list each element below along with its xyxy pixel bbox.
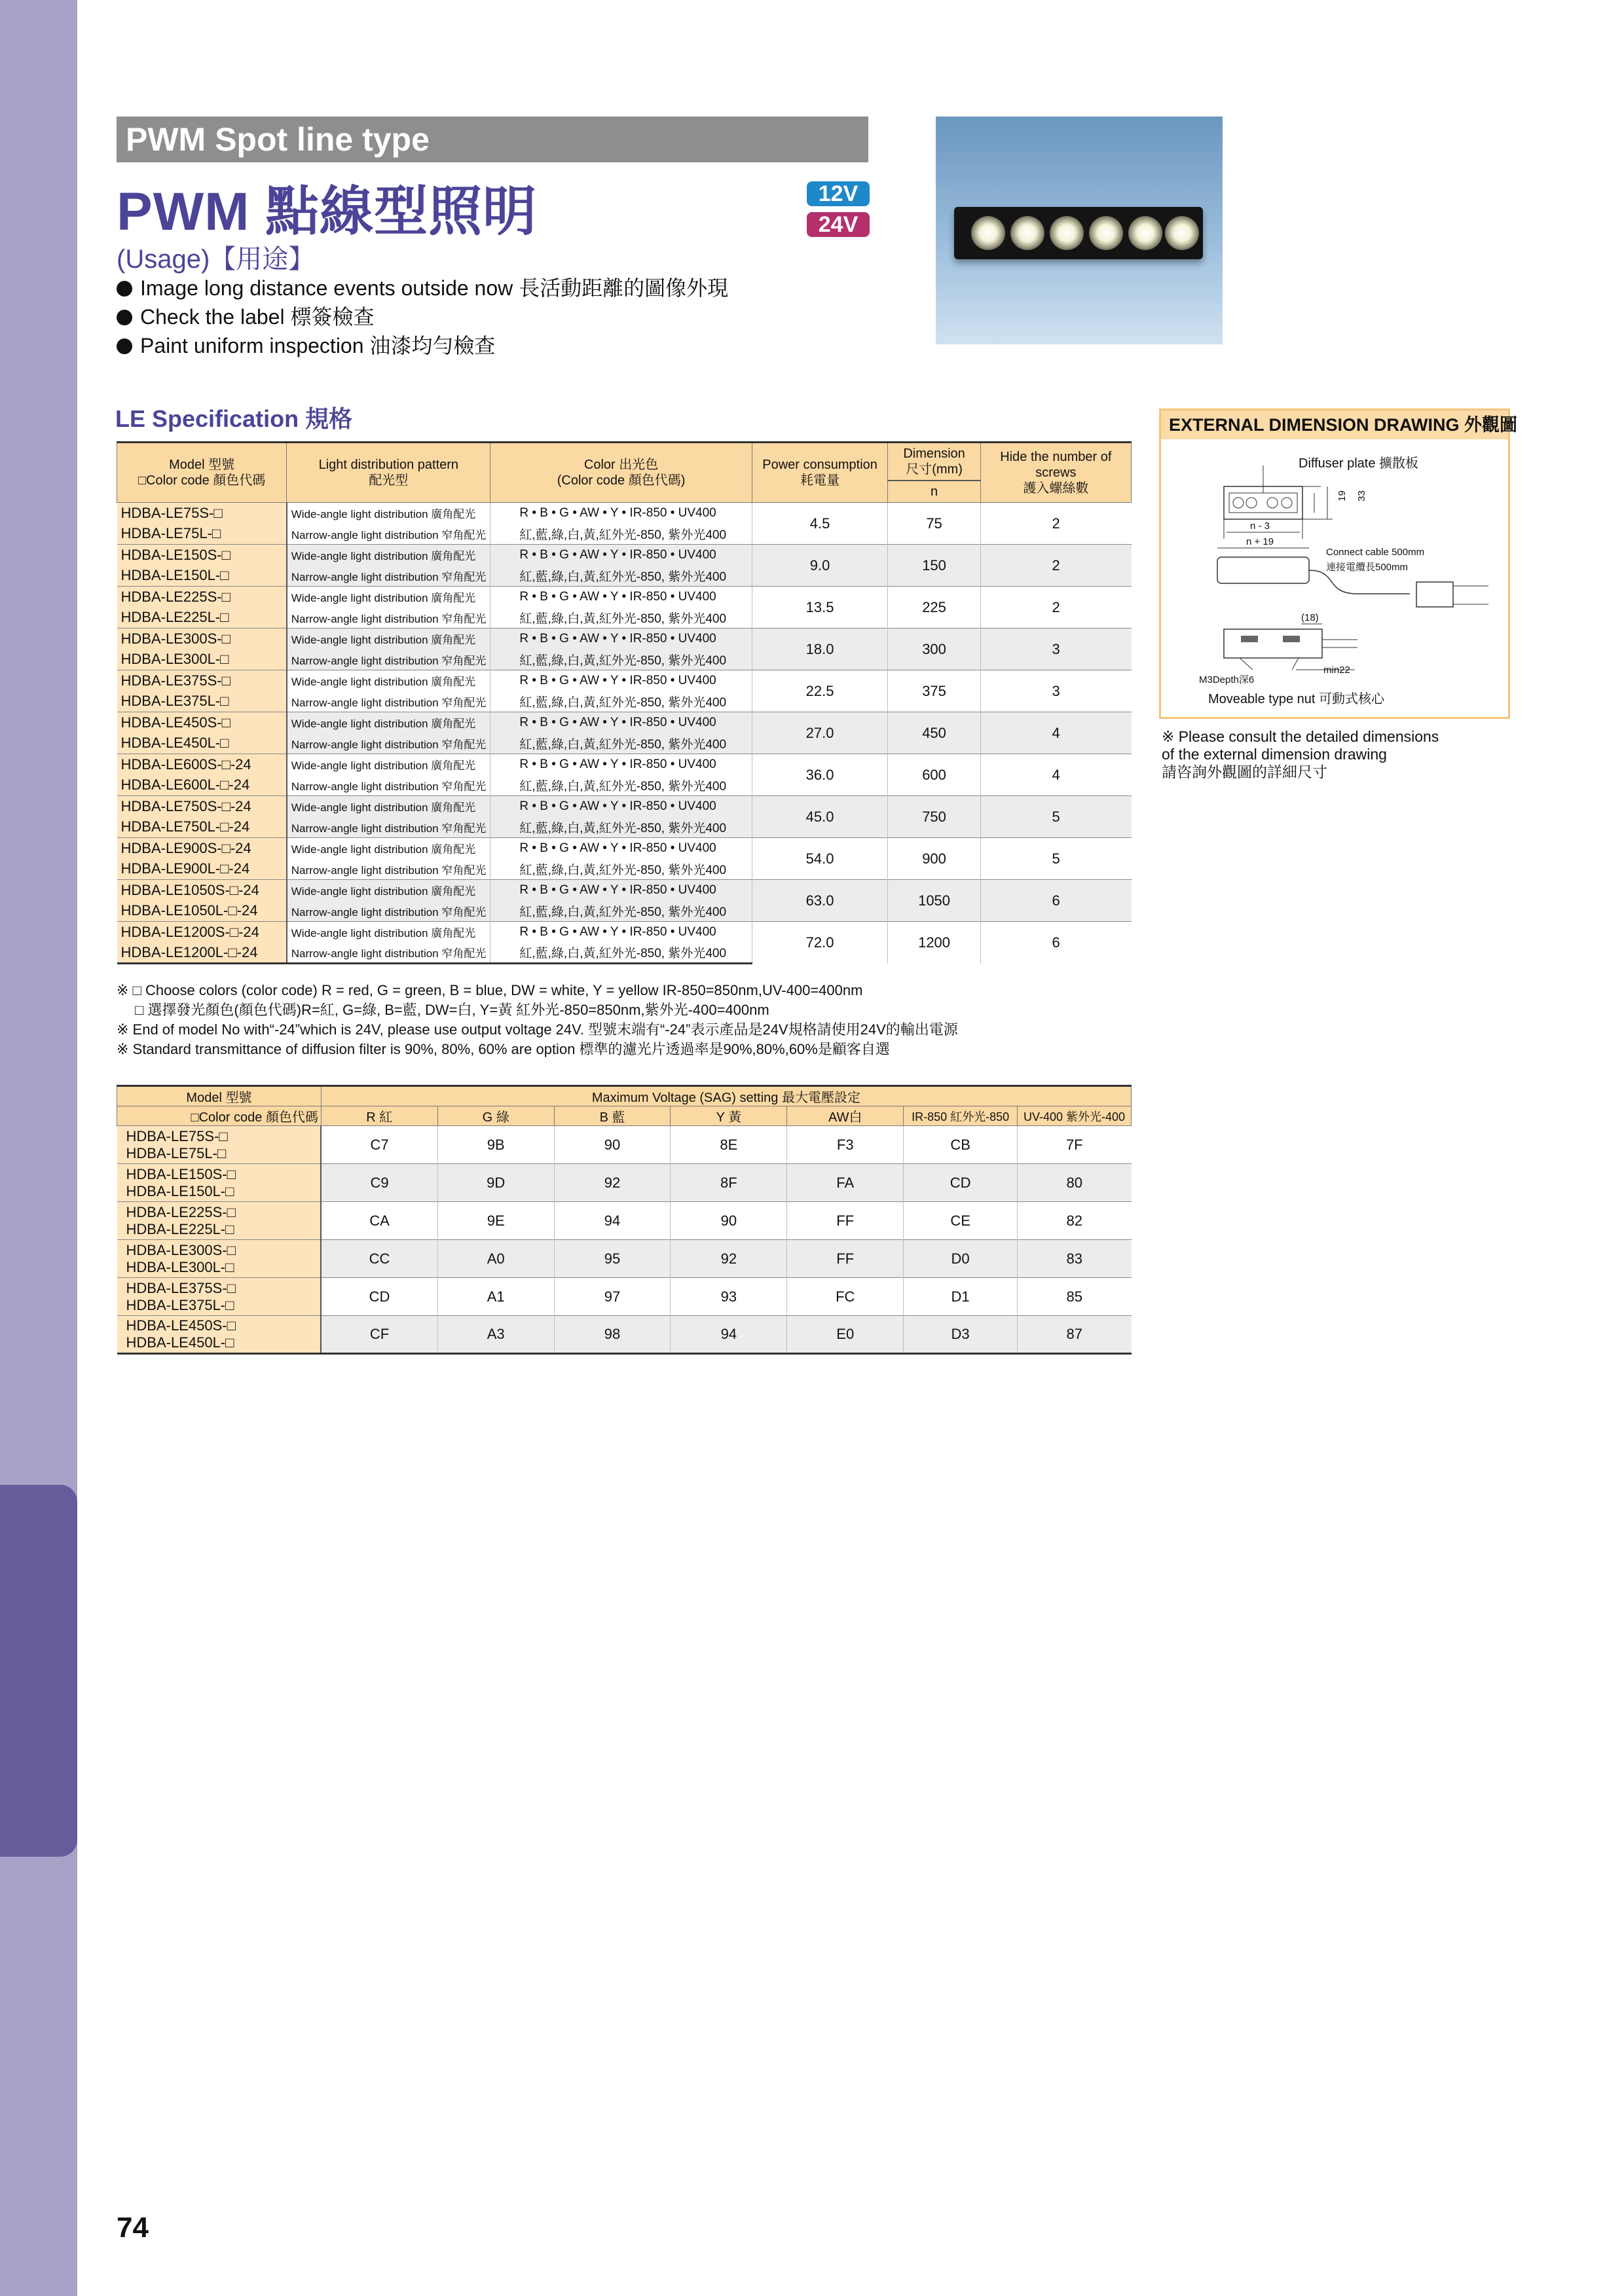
- usage-heading: (Usage)【用途】: [117, 245, 315, 274]
- distribution-cell: Wide-angle light distribution 廣角配光: [287, 545, 490, 566]
- dimension-cell: 600: [888, 754, 980, 796]
- voltage-value-cell: 93: [671, 1278, 787, 1316]
- note-line: □ 選擇發光顏色(顏色代碼)R=紅, G=綠, B=藍, DW=白, Y=黃 紅外光-850=850nm,紫外光-400=400nm: [135, 1002, 769, 1018]
- col-header-voltage-color: AW白: [787, 1106, 904, 1126]
- bullet-icon: [117, 281, 132, 297]
- voltage-value-cell: D3: [904, 1316, 1018, 1354]
- screws-cell: 5: [980, 796, 1131, 838]
- voltage-value-cell: 92: [554, 1164, 671, 1202]
- page-title: PWM 點線型照明: [117, 182, 538, 242]
- distribution-cell: Narrow-angle light distribution 窄角配光: [287, 649, 490, 670]
- dim-33-label: 33: [1356, 490, 1367, 501]
- col-header-distribution: Light distribution pattern 配光型: [287, 443, 490, 503]
- col-header-model: Model 型號: [117, 1086, 322, 1106]
- bullet-icon: [117, 338, 132, 354]
- voltage-value-cell: 92: [671, 1240, 787, 1278]
- color-cell: R • B • G • AW • Y • IR-850 • UV400: [490, 922, 752, 943]
- voltage-value-cell: C7: [321, 1126, 437, 1164]
- model-cell: HDBA-LE600L-□-24: [117, 775, 287, 796]
- power-cell: 4.5: [752, 503, 888, 545]
- voltage-value-cell: CD: [904, 1164, 1018, 1202]
- distribution-cell: Wide-angle light distribution 廣角配光: [287, 629, 490, 649]
- distribution-cell: Wide-angle light distribution 廣角配光: [287, 503, 490, 524]
- col-header-voltage-color: G 綠: [437, 1106, 554, 1126]
- dimension-note: [1162, 728, 1439, 781]
- col-header-voltage-color: R 紅: [321, 1106, 437, 1126]
- min22-label: min22: [1323, 665, 1350, 676]
- power-cell: 63.0: [752, 880, 888, 922]
- spec-table: [117, 441, 1132, 964]
- screws-cell: 4: [980, 754, 1131, 796]
- led-icon: [1128, 216, 1162, 250]
- distribution-cell: Narrow-angle light distribution 窄角配光: [287, 691, 490, 712]
- model-cell: HDBA-LE300S-□ HDBA-LE300L-□: [117, 1240, 322, 1278]
- col-header-power: Power consumption 耗電量: [752, 443, 888, 503]
- voltage-value-cell: 97: [554, 1278, 671, 1316]
- model-cell: HDBA-LE450S-□ HDBA-LE450L-□: [117, 1316, 322, 1354]
- dimension-cell: 750: [888, 796, 980, 838]
- voltage-value-cell: 94: [554, 1202, 671, 1240]
- dimension-cell: 450: [888, 712, 980, 754]
- dimension-cell: 75: [888, 503, 980, 545]
- dimension-cell: 150: [888, 545, 980, 587]
- color-cell: 紅,藍,綠,白,黃,紅外光-850, 紫外光400: [490, 608, 752, 629]
- color-cell: 紅,藍,綠,白,黃,紅外光-850, 紫外光400: [490, 649, 752, 670]
- color-cell: R • B • G • AW • Y • IR-850 • UV400: [490, 545, 752, 566]
- model-cell: HDBA-LE225L-□: [117, 608, 287, 629]
- voltage-value-cell: 95: [554, 1240, 671, 1278]
- voltage-value-cell: D0: [904, 1240, 1018, 1278]
- color-cell: R • B • G • AW • Y • IR-850 • UV400: [490, 796, 752, 817]
- distribution-cell: Wide-angle light distribution 廣角配光: [287, 796, 490, 817]
- model-cell: HDBA-LE225S-□ HDBA-LE225L-□: [117, 1202, 322, 1240]
- voltage-value-cell: 98: [554, 1316, 671, 1354]
- usage-item: Paint uniform inspection 油漆均勻檢查: [117, 331, 728, 360]
- col-header-color: Color 出光色 (Color code 顏色代碼): [490, 443, 752, 503]
- col-header-voltage-color: UV-400 紫外光-400: [1018, 1106, 1132, 1126]
- table-row: [117, 796, 1132, 817]
- spec-notes: [117, 981, 958, 1059]
- led-icon: [1050, 216, 1084, 250]
- model-cell: HDBA-LE75S-□: [117, 503, 287, 524]
- model-cell: HDBA-LE150S-□: [117, 545, 287, 566]
- voltage-value-cell: 80: [1018, 1164, 1132, 1202]
- col-header-max-voltage: Maximum Voltage (SAG) setting 最大電壓設定: [321, 1086, 1131, 1106]
- table-row: [117, 880, 1132, 901]
- voltage-value-cell: FC: [787, 1278, 904, 1316]
- distribution-cell: Narrow-angle light distribution 窄角配光: [287, 775, 490, 796]
- color-cell: 紅,藍,綠,白,黃,紅外光-850, 紫外光400: [490, 859, 752, 880]
- power-cell: 45.0: [752, 796, 888, 838]
- voltage-value-cell: F3: [787, 1126, 904, 1164]
- distribution-cell: Wide-angle light distribution 廣角配光: [287, 838, 490, 859]
- page-number: 74: [117, 2212, 149, 2244]
- model-cell: HDBA-LE375L-□: [117, 691, 287, 712]
- distribution-cell: Wide-angle light distribution 廣角配光: [287, 880, 490, 901]
- voltage-value-cell: A3: [437, 1316, 554, 1354]
- color-cell: R • B • G • AW • Y • IR-850 • UV400: [490, 629, 752, 649]
- model-cell: HDBA-LE150S-□ HDBA-LE150L-□: [117, 1164, 322, 1202]
- model-cell: HDBA-LE600S-□-24: [117, 754, 287, 775]
- model-cell: HDBA-LE300S-□: [117, 629, 287, 649]
- model-cell: HDBA-LE75L-□: [117, 524, 287, 545]
- color-cell: R • B • G • AW • Y • IR-850 • UV400: [490, 838, 752, 859]
- model-cell: HDBA-LE300L-□: [117, 649, 287, 670]
- voltage-value-cell: 9E: [437, 1202, 554, 1240]
- screws-cell: 3: [980, 670, 1131, 712]
- cable-label-zh: 連接電纜長500mm: [1326, 562, 1409, 573]
- note-line: ※ □ Choose colors (color code) R = red, G = green, B = blue, DW = white, Y = yellow IR-850=850nm,UV-400=400nm: [117, 982, 863, 998]
- color-cell: R • B • G • AW • Y • IR-850 • UV400: [490, 712, 752, 733]
- usage-item: Check the label 標簽檢查: [117, 302, 728, 331]
- voltage-value-cell: CD: [321, 1278, 437, 1316]
- dim-19-label: 19: [1336, 490, 1348, 501]
- dimension-cell: 1200: [888, 922, 980, 964]
- color-cell: 紅,藍,綠,白,黃,紅外光-850, 紫外光400: [490, 817, 752, 838]
- note-line: ※ End of model No with“-24”which is 24V, please use output voltage 24V. 型號末端有“-24”表示產品是24V規格請使用24V的輸出電源: [117, 1021, 958, 1038]
- note-line: 請咨詢外觀圖的詳細尺寸: [1162, 763, 1327, 780]
- color-cell: 紅,藍,綠,白,黃,紅外光-850, 紫外光400: [490, 901, 752, 922]
- model-cell: HDBA-LE750L-□-24: [117, 817, 287, 838]
- voltage-value-cell: 90: [554, 1126, 671, 1164]
- dimension-drawing-panel: [1159, 409, 1518, 719]
- voltage-value-cell: CB: [904, 1126, 1018, 1164]
- distribution-cell: Wide-angle light distribution 廣角配光: [287, 754, 490, 775]
- table-row: [117, 670, 1132, 691]
- voltage-value-cell: 8F: [671, 1164, 787, 1202]
- distribution-cell: Wide-angle light distribution 廣角配光: [287, 587, 490, 608]
- usage-list: [117, 274, 728, 360]
- power-cell: 13.5: [752, 587, 888, 629]
- voltage-value-cell: CA: [321, 1202, 437, 1240]
- power-cell: 72.0: [752, 922, 888, 964]
- col-header-dimension: Dimension 尺寸(mm): [888, 443, 980, 481]
- power-cell: 36.0: [752, 754, 888, 796]
- dimension-cell: 225: [888, 587, 980, 629]
- distribution-cell: Narrow-angle light distribution 窄角配光: [287, 817, 490, 838]
- voltage-value-cell: CE: [904, 1202, 1018, 1240]
- dim-n-minus-label: n - 3: [1250, 520, 1270, 532]
- model-cell: HDBA-LE900L-□-24: [117, 859, 287, 880]
- voltage-value-cell: 7F: [1018, 1126, 1132, 1164]
- voltage-value-cell: D1: [904, 1278, 1018, 1316]
- voltage-value-cell: CF: [321, 1316, 437, 1354]
- distribution-cell: Wide-angle light distribution 廣角配光: [287, 922, 490, 943]
- color-cell: 紅,藍,綠,白,黃,紅外光-850, 紫外光400: [490, 775, 752, 796]
- table-row: [117, 1126, 1132, 1164]
- color-cell: R • B • G • AW • Y • IR-850 • UV400: [490, 880, 752, 901]
- diffuser-label: Diffuser plate 擴散板: [1299, 456, 1419, 471]
- dimension-cell: 375: [888, 670, 980, 712]
- power-cell: 22.5: [752, 670, 888, 712]
- screws-cell: 3: [980, 629, 1131, 670]
- color-cell: R • B • G • AW • Y • IR-850 • UV400: [490, 503, 752, 524]
- color-cell: R • B • G • AW • Y • IR-850 • UV400: [490, 587, 752, 608]
- model-cell: HDBA-LE1200S-□-24: [117, 922, 287, 943]
- light-bar-illustration: [954, 207, 1203, 259]
- spec-heading: LE Specification 規格: [115, 405, 353, 432]
- model-cell: HDBA-LE1050S-□-24: [117, 880, 287, 901]
- color-cell: 紅,藍,綠,白,黃,紅外光-850, 紫外光400: [490, 943, 752, 964]
- distribution-cell: Wide-angle light distribution 廣角配光: [287, 670, 490, 691]
- color-cell: 紅,藍,綠,白,黃,紅外光-850, 紫外光400: [490, 733, 752, 754]
- bullet-icon: [117, 310, 132, 325]
- power-cell: 27.0: [752, 712, 888, 754]
- voltage-value-cell: CC: [321, 1240, 437, 1278]
- table-row: [117, 587, 1132, 608]
- table-row: [117, 1278, 1132, 1316]
- model-cell: HDBA-LE375S-□ HDBA-LE375L-□: [117, 1278, 322, 1316]
- screws-cell: 6: [980, 880, 1131, 922]
- voltage-value-cell: 9B: [437, 1126, 554, 1164]
- chapter-tab: [0, 1485, 77, 1857]
- table-row: [117, 1240, 1132, 1278]
- dimension-cell: 900: [888, 838, 980, 880]
- voltage-value-cell: 83: [1018, 1240, 1132, 1278]
- voltage-value-cell: FA: [787, 1164, 904, 1202]
- note-line: ※ Standard transmittance of diffusion filter is 90%, 80%, 60% are option 標準的濾光片透過率是90%,80%,60%是顧客自選: [117, 1041, 890, 1057]
- m3-depth-label: M3Depth深6: [1199, 674, 1255, 685]
- dimension-drawing-title: EXTERNAL DIMENSION DRAWING 外觀圖: [1161, 410, 1508, 439]
- distribution-cell: Narrow-angle light distribution 窄角配光: [287, 524, 490, 545]
- voltage-value-cell: 94: [671, 1316, 787, 1354]
- cable-label-en: Connect cable 500mm: [1326, 547, 1425, 558]
- note-line: ※ Please consult the detailed dimensions: [1162, 728, 1439, 745]
- voltage-value-cell: FF: [787, 1202, 904, 1240]
- screws-cell: 5: [980, 838, 1131, 880]
- dim-18-label: (18): [1301, 612, 1319, 623]
- power-cell: 54.0: [752, 838, 888, 880]
- voltage-value-cell: 90: [671, 1202, 787, 1240]
- col-header-model: Model 型號 □Color code 顏色代碼: [117, 443, 287, 503]
- led-icon: [1010, 216, 1044, 250]
- left-margin-band: [0, 0, 77, 2296]
- table-row: [117, 712, 1132, 733]
- col-header-screws: Hide the number of screws 護入螺絲數: [980, 443, 1131, 503]
- voltage-value-cell: 82: [1018, 1202, 1132, 1240]
- voltage-value-cell: E0: [787, 1316, 904, 1354]
- col-header-n: n: [888, 481, 980, 503]
- table-row: [117, 922, 1132, 943]
- col-header-voltage-color: B 藍: [554, 1106, 671, 1126]
- usage-item: Image long distance events outside now 長活動距離的圖像外現: [117, 274, 728, 302]
- screws-cell: 2: [980, 545, 1131, 587]
- table-row: [117, 1316, 1132, 1354]
- model-cell: HDBA-LE450L-□: [117, 733, 287, 754]
- distribution-cell: Narrow-angle light distribution 窄角配光: [287, 566, 490, 587]
- color-cell: R • B • G • AW • Y • IR-850 • UV400: [490, 670, 752, 691]
- col-header-color-code: □Color code 顏色代碼: [117, 1106, 322, 1126]
- voltage-value-cell: 8E: [671, 1126, 787, 1164]
- model-cell: HDBA-LE150L-□: [117, 566, 287, 587]
- screws-cell: 6: [980, 922, 1131, 964]
- distribution-cell: Narrow-angle light distribution 窄角配光: [287, 859, 490, 880]
- table-row: [117, 503, 1132, 524]
- model-cell: HDBA-LE375S-□: [117, 670, 287, 691]
- color-cell: 紅,藍,綠,白,黃,紅外光-850, 紫外光400: [490, 691, 752, 712]
- color-cell: 紅,藍,綠,白,黃,紅外光-850, 紫外光400: [490, 524, 752, 545]
- voltage-value-cell: A1: [437, 1278, 554, 1316]
- moveable-nut-label: Moveable type nut 可動式核心: [1208, 692, 1384, 706]
- model-cell: HDBA-LE1050L-□-24: [117, 901, 287, 922]
- power-cell: 18.0: [752, 629, 888, 670]
- table-row: [117, 754, 1132, 775]
- table-row: [117, 838, 1132, 859]
- voltage-value-cell: A0: [437, 1240, 554, 1278]
- led-icon: [971, 216, 1005, 250]
- distribution-cell: Narrow-angle light distribution 窄角配光: [287, 733, 490, 754]
- voltage-value-cell: 85: [1018, 1278, 1132, 1316]
- voltage-value-cell: 87: [1018, 1316, 1132, 1354]
- model-cell: HDBA-LE750S-□-24: [117, 796, 287, 817]
- voltage-value-cell: 9D: [437, 1164, 554, 1202]
- led-icon: [1165, 216, 1199, 250]
- screws-cell: 4: [980, 712, 1131, 754]
- model-cell: HDBA-LE450S-□: [117, 712, 287, 733]
- distribution-cell: Wide-angle light distribution 廣角配光: [287, 712, 490, 733]
- dimension-cell: 300: [888, 629, 980, 670]
- model-cell: HDBA-LE75S-□ HDBA-LE75L-□: [117, 1126, 322, 1164]
- power-cell: 9.0: [752, 545, 888, 587]
- col-header-voltage-color: IR-850 紅外光-850: [904, 1106, 1018, 1126]
- table-row: [117, 1164, 1132, 1202]
- model-cell: HDBA-LE225S-□: [117, 587, 287, 608]
- voltage-value-cell: FF: [787, 1240, 904, 1278]
- distribution-cell: Narrow-angle light distribution 窄角配光: [287, 608, 490, 629]
- col-header-voltage-color: Y 黃: [671, 1106, 787, 1126]
- product-photo: [936, 117, 1223, 344]
- dim-n-plus-label: n + 19: [1246, 536, 1274, 547]
- led-icon: [1089, 216, 1123, 250]
- voltage-badge-24v: 24V: [807, 212, 870, 237]
- note-line: of the external dimension drawing: [1162, 746, 1387, 763]
- table-row: [117, 629, 1132, 649]
- voltage-value-cell: C9: [321, 1164, 437, 1202]
- model-cell: HDBA-LE900S-□-24: [117, 838, 287, 859]
- voltage-badge-12v: 12V: [807, 181, 870, 206]
- section-banner: PWM Spot line type: [117, 117, 868, 162]
- color-cell: 紅,藍,綠,白,黃,紅外光-850, 紫外光400: [490, 566, 752, 587]
- screws-cell: 2: [980, 503, 1131, 545]
- table-row: [117, 545, 1132, 566]
- distribution-cell: Narrow-angle light distribution 窄角配光: [287, 901, 490, 922]
- dimension-cell: 1050: [888, 880, 980, 922]
- distribution-cell: Narrow-angle light distribution 窄角配光: [287, 943, 490, 964]
- screws-cell: 2: [980, 587, 1131, 629]
- model-cell: HDBA-LE1200L-□-24: [117, 943, 287, 964]
- voltage-table: [117, 1085, 1132, 1355]
- color-cell: R • B • G • AW • Y • IR-850 • UV400: [490, 754, 752, 775]
- table-row: [117, 1202, 1132, 1240]
